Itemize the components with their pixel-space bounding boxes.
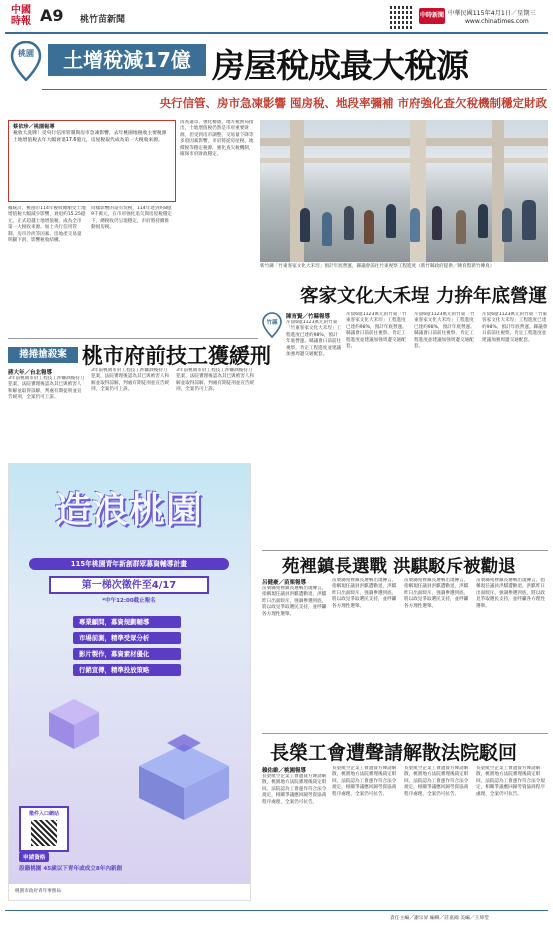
footer-credits: 責任主編／謝宗昇 編輯／莊嘉錦 美編／王瑋瑩 [390,916,489,921]
hakka-byline: 陳育賢／竹縣報導 [286,314,331,320]
hakka-col1 [286,312,342,548]
story3-rule [262,550,548,551]
location-pin-icon [262,312,282,338]
section-title: 桃竹苗新聞 [80,15,126,25]
hakka-text: 斥資6億1123萬元的竹東「竹東客家文化大禾埕」工程進度已達約98%，預計年底營運。縣議會日前前往視察，肯定工程進度並建議加強周邊交通配套。 [286,320,342,358]
pin-label: 桃園 [18,49,34,58]
header-rule [5,32,548,34]
ad-bullet: 專業顧問，募資規劃輔導 [73,616,181,628]
ad-program: 115年桃園青年新創群眾募資輔導計畫 [29,558,229,570]
story3-col2: 苗栗縣苑裡鎮長選戰出現傳言，指稱現任議員洪騏遭勸退，洪騏昨日出面駁斥，強調參選到底，將以政見爭取選民支持，並呼籲各方理性選舉。 [332,578,397,609]
issue-date: 中華民國115年4月1日／星期三 [448,10,536,17]
story4-text: 長榮航空企業工會遭資方聲請解散，桃園地方法院審理後裁定駁回。法院認為工會運作符合法令規定，相關爭議應回歸勞資協商程序處理，全案仍可抗告。 [262,774,327,805]
story2-byline: 蔣大年／台北報導 [8,370,53,376]
hakka-headline: 客家文化大禾埕 力拚年底營運 [300,286,547,307]
story3-headline: 苑裡鎮長選戰 洪騏駁斥被勸退 [282,557,516,577]
story3-col4: 苗栗縣苑裡鎮長選戰出現傳言，指稱現任議員洪騏遭勸退，洪騏昨日出面駁斥，強調參選到底，將以政見爭取選民支持，並呼籲各方理性選舉。 [476,578,545,609]
hakka-col3: 斥資6億1123萬元的竹東「竹東客家文化大禾埕」工程進度已達約98%，預計年底營運。縣議會日前前往視察，肯定工程進度並建議加強周邊交通配套。 [414,312,475,350]
qr-code-overlay [390,5,414,29]
story2-rule [8,338,258,339]
svg-text:竹縣: 竹縣 [266,320,278,326]
story3-text: 苗栗縣苑裡鎮長選戰出現傳言，指稱現任議員洪騏遭勸退，洪騏昨日出面駁斥，強調參選到底，將以政見爭取選民支持，並呼籲各方理性選舉。 [262,586,327,617]
main-body-col1: 據統計，桃園市114年稅收總額受土地增值稅大幅減少影響，衰退約15.25億元，正式超越土地增值稅，成為全市第一大稅收來源。加上央行信用管制、房市冷淡等因素，房地產交易量明顯下滑，影響稅收結構。 [8,206,86,244]
isometric-building-illustration [129,734,239,824]
ad-apply-portal [19,806,69,852]
main-body-col2: 同樣影響的還有契稅，114年達到約8億9千萬元，在市府強化追欠與房屋稅穩定下，總稅收仍呈現穩定，市府將持續推動囤房稅。 [91,206,173,231]
lead-byline: 蔡依珍／桃園報導 [13,124,55,130]
ad-deadline: 第一梯次徵件至4/17 [49,576,209,594]
site-visit-photo [260,120,548,262]
lead-box [8,120,176,202]
story2-headline: 桃市府前技工獲緩刑 [82,343,271,368]
ad-bullet: 市場前測，精準受眾分析 [73,632,181,644]
main-subhead: 央行信管、房市急凍影響 囤房稅、地段率彌補 市府強化查欠稅機制穩定財政 [159,96,547,110]
headline-rule [42,89,547,90]
story4-rule [262,733,548,734]
ad-deadline-note: *中午12:00截止報名 [102,598,156,604]
hakka-col2: 斥資6億1123萬元的竹東「竹東客家文化大禾埕」工程進度已達約98%，預計年底營運。縣議會日前前往視察，肯定工程進度並建議加強周邊交通配套。 [346,312,407,350]
website-url: www.chinatimes.com [465,18,529,25]
logo-line-2: 時報 [11,16,31,27]
photo-caption: 新竹縣「竹東客家文化大禾埕」預計年底營運，縣議會前往竹東視察工程進度（新竹縣政府提供／陳育賢新竹傳真） [260,264,495,269]
ad-bullet: 行銷宣傳，精準投放策略 [73,664,181,676]
main-body-col3: 清查違章、強化稽徵，地方稅務局指出，土地增值稅仍然是市府重要財源，但受到房市調整、交易量下降等多項因素影響，市府將從房屋稅、地價稅等穩定稅源，強化查欠稅機制，確保市府財政穩定。 [180,120,254,158]
lead-text: 稅收大洗牌！受央行信用管制與房市急凍影響，去年桃園地稅收主要稅源土地增值稅去年大幅衰退17.6億元，房屋稅取代成為第一大稅收來源。 [13,130,167,143]
story2-col1 [8,368,86,458]
story3-col3: 苗栗縣苑裡鎮長選戰出現傳言，指稱現任議員洪騏遭勸退，洪騏昨日出面駁斥，強調參選到底，將以政見爭取選民支持，並呼籲各方理性選舉。 [404,578,469,609]
newspaper-logo [6,5,36,31]
story2-tag: 捲捲搶殺案 [8,347,78,363]
ad-title: 造浪桃園 [54,489,203,531]
location-pin-icon [10,41,42,81]
ad-apply-text: 設籍桃園 45歲以下青年或成立8年內新創 [19,866,123,872]
story4-byline: 賴佑維／桃園報導 [262,768,307,774]
ad-apply-requirements [19,852,149,878]
ad-bullet: 影片製作，募資素材優化 [73,648,181,660]
story4-headline: 長榮工會遭聲請解散法院駁回 [270,742,518,764]
story3-byline: 呂健豪／苗栗報導 [262,580,307,586]
story4-col1 [262,766,328,908]
story4-col2: 長榮航空企業工會遭資方聲請解散，桃園地方法院審理後裁定駁回。法院認為工會運作符合法令規定，相關爭議應回歸勞資協商程序處理，全案仍可抗告。 [332,766,397,797]
ad-apply-title: 申請資格 [19,852,49,862]
qr-code-icon [31,820,57,846]
story4-col3: 長榮航空企業工會遭資方聲請解散，桃園地方法院審理後裁定駁回。法院認為工會運作符合法令規定，相關爭議應回歸勞資協商程序處理，全案仍可抗告。 [404,766,469,797]
brand-badge: 中時新聞 [419,8,445,24]
main-headline: 房屋稅成最大稅源 [212,46,468,85]
story3-col1 [262,578,328,728]
ad-apply-label: 徵件入口網站 [28,811,59,817]
isometric-shapes-illustration [39,694,109,754]
logo-line-1: 中國 [11,5,31,16]
page-number: A9 [40,6,64,25]
story4-col4: 長榮航空企業工會遭資方聲請解散，桃園地方法院審理後裁定駁回。法院認為工會運作符合法令規定，相關爭議應回歸勞資協商程序處理，全案仍可抗告。 [476,766,545,797]
story2-col3: 3年前桃園市府工程技工涉嫌酒後持刀犯案，法院審理後認為其已與被害人和解並取得諒解，判處有期徒刑並宣告緩刑，全案仍可上訴。 [176,368,255,393]
story2-col2: 3年前桃園市府工程技工涉嫌酒後持刀犯案，法院審理後認為其已與被害人和解並取得諒解，判處有期徒刑並宣告緩刑，全案仍可上訴。 [91,368,170,393]
advertisement [8,463,251,901]
hakka-col4: 斥資6億1123萬元的竹東「竹東客家文化大禾埕」工程進度已達約98%，預計年底營運。縣議會日前前往視察，肯定工程進度並建議加強周邊交通配套。 [482,312,548,343]
ad-footer: 桃園市政府青年事務局 [9,884,250,900]
headline-tag: 土增稅減17億 [48,44,206,76]
story2-text: 3年前桃園市府工程技工涉嫌酒後持刀犯案，法院審理後認為其已與被害人和解並取得諒解，判處有期徒刑並宣告緩刑，全案仍可上訴。 [8,376,85,401]
footer-rule [5,910,548,911]
